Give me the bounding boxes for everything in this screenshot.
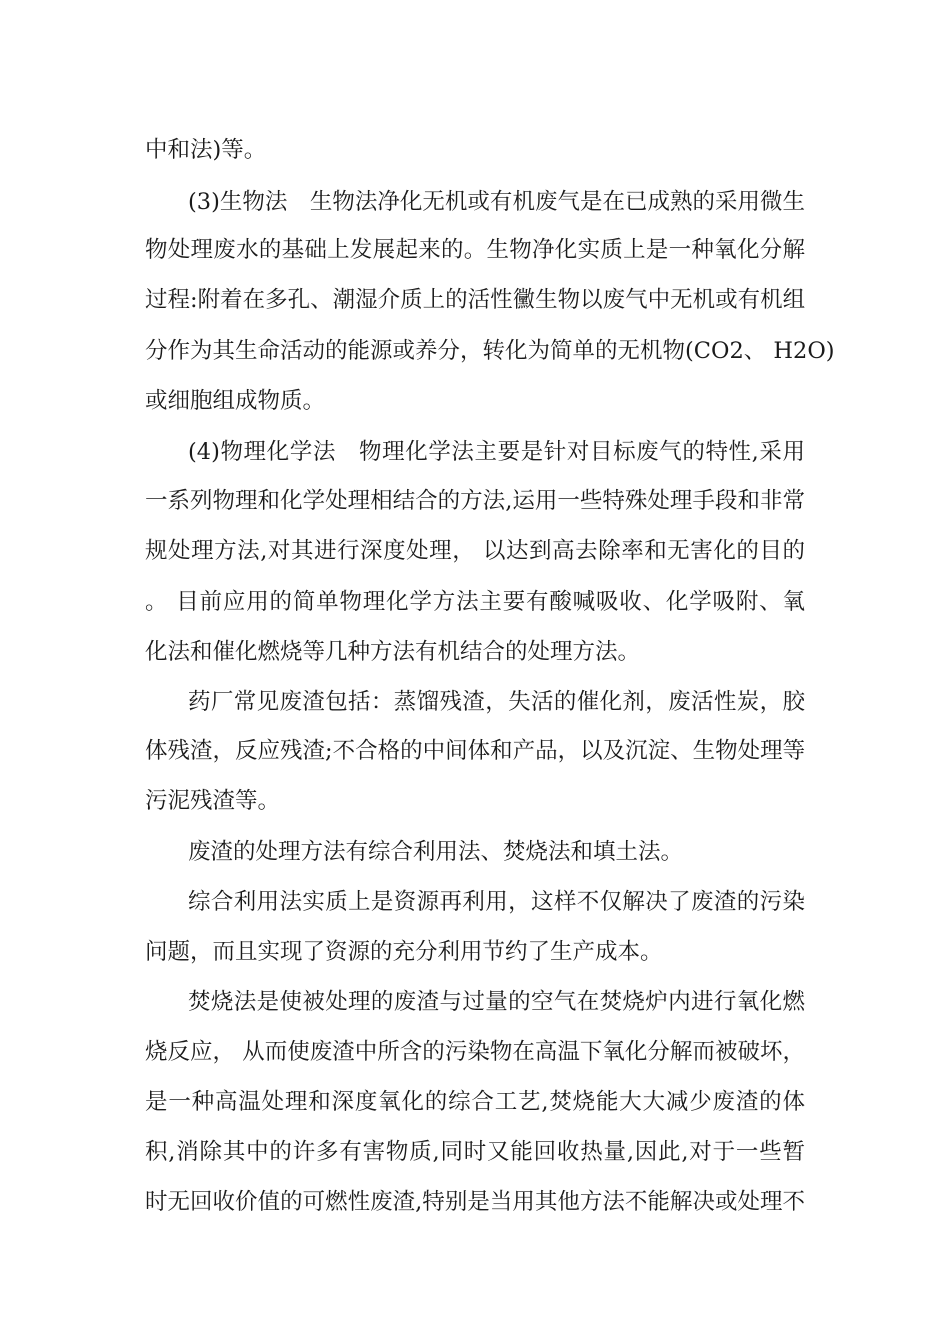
text-line: 污泥残渣等。 <box>145 788 281 814</box>
text-line: 体残渣，反应残渣;不合格的中间体和产品，以及沉淀、生物处理等 <box>145 738 806 764</box>
text-line: 是一种高温处理和深度氧化的综合工艺,焚烧能大大减少废渣的体 <box>145 1089 805 1115</box>
text-line: 废渣的处理方法有综合利用法、焚烧法和填土法。 <box>188 839 684 865</box>
text-line: 时无回收价值的可燃性废渣,特别是当用其他方法不能解决或处理不 <box>145 1189 805 1215</box>
text-line: 问题，而且实现了资源的充分利用节约了生产成本。 <box>145 939 663 965</box>
text-line: 积,消除其中的许多有害物质,同时又能回收热量,因此,对于一些暂 <box>145 1139 805 1165</box>
text-line: 。 目前应用的简单物理化学方法主要有酸喊吸收、化学吸附、氧 <box>145 589 805 615</box>
text-line: 中和法)等。 <box>145 137 267 163</box>
text-line: 分作为其生命活动的能源或养分，转化为简单的无机物(CO2、 H2O) <box>145 338 835 364</box>
text-line: (4)物理化学法 物理化学法主要是针对目标废气的特性,采用 <box>188 439 805 465</box>
text-line: 烧反应， 从而使废渣中所含的污染物在高温下氧化分解而被破坏， <box>145 1039 805 1065</box>
text-line: 一系列物理和化学处理相结合的方法,运用一些特殊处理手段和非常 <box>145 488 805 514</box>
text-line: 化法和催化燃烧等几种方法有机结合的处理方法。 <box>145 639 641 665</box>
text-line: 规处理方法,对其进行深度处理， 以达到高去除率和无害化的目的 <box>145 538 805 564</box>
text-line: 物处理废水的基础上发展起来的。生物净化实质上是一种氧化分解 <box>145 237 805 263</box>
text-line: 药厂常见废渣包括：蒸馏残渣，失活的催化剂，废活性炭，胶 <box>188 689 805 715</box>
text-line: 或细胞组成物质。 <box>145 388 326 414</box>
text-line: 过程:附着在多孔、潮湿介质上的活性黴生物以废气中无机或有机组 <box>145 287 806 313</box>
text-line: 综合利用法实质上是资源再利用，这样不仅解决了废渣的污染 <box>188 889 805 915</box>
text-line: (3)生物法 生物法净化无机或有机废气是在已成熟的采用微生 <box>188 189 805 215</box>
text-line: 焚烧法是使被处理的废渣与过量的空气在焚烧炉内进行氧化燃 <box>188 989 805 1015</box>
